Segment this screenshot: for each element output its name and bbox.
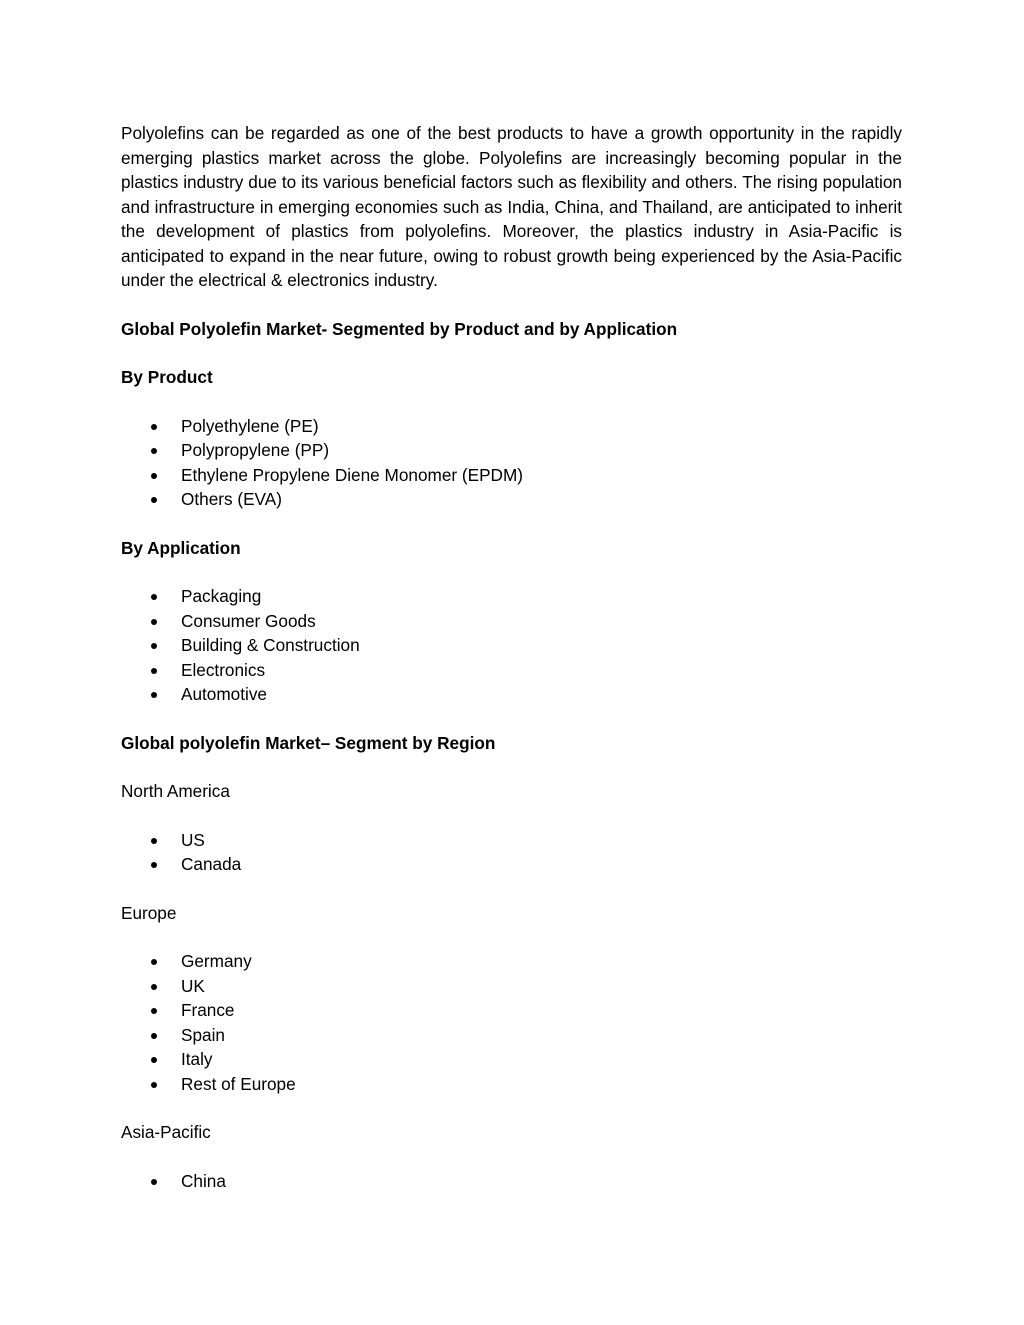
list-item	[121, 438, 902, 463]
region-heading: Global polyolefin Market– Segment by Region	[121, 732, 496, 753]
list-item	[121, 463, 902, 488]
bullet-icon	[151, 692, 157, 698]
north-america-list	[121, 828, 902, 877]
list-item-label: France	[181, 1000, 235, 1020]
list-item-label: Germany	[181, 951, 252, 971]
list-item	[121, 487, 902, 512]
application-list	[121, 584, 902, 707]
bullet-icon	[151, 1057, 157, 1063]
bullet-icon	[151, 619, 157, 625]
list-item-label: US	[181, 829, 205, 850]
list-item	[121, 682, 902, 707]
list-item	[121, 414, 902, 439]
segment-heading: Global Polyolefin Market- Segmented by Product and by Application	[121, 318, 678, 339]
product-list	[121, 414, 902, 512]
by-product-heading: By Product	[121, 367, 213, 387]
list-item	[121, 852, 902, 877]
asia-pacific-list	[121, 1169, 902, 1194]
list-item	[121, 1047, 902, 1072]
europe-list	[121, 949, 902, 1096]
list-item-label: Canada	[181, 854, 242, 874]
list-item-label: Automotive	[181, 684, 267, 704]
list-item-label: Building & Construction	[181, 635, 360, 655]
region-label-north-america: North America	[121, 781, 230, 801]
list-item	[121, 949, 902, 974]
bullet-icon	[151, 1179, 157, 1185]
region-label-asia-pacific: Asia-Pacific	[121, 1122, 211, 1142]
list-item	[121, 584, 902, 609]
list-item	[121, 609, 902, 634]
list-item-label: Polypropylene (PP)	[181, 440, 330, 460]
region-label-europe: Europe	[121, 902, 177, 923]
list-item	[121, 828, 902, 853]
by-application-heading: By Application	[121, 537, 241, 558]
bullet-icon	[151, 668, 157, 674]
list-item-label: Polyethylene (PE)	[181, 415, 319, 436]
bullet-icon	[151, 448, 157, 454]
bullet-icon	[151, 1033, 157, 1039]
bullet-icon	[151, 959, 157, 965]
document-page	[121, 121, 902, 1193]
list-item	[121, 658, 902, 683]
list-item-label: Spain	[181, 1024, 225, 1045]
list-item	[121, 1072, 902, 1097]
list-item	[121, 974, 902, 999]
bullet-icon	[151, 838, 157, 844]
list-item-label: Italy	[181, 1049, 213, 1069]
list-item-label: Packaging	[181, 586, 262, 606]
list-item-label: Others (EVA)	[181, 489, 282, 509]
bullet-icon	[151, 497, 157, 503]
list-item	[121, 1169, 902, 1194]
bullet-icon	[151, 594, 157, 600]
bullet-icon	[151, 424, 157, 430]
bullet-icon	[151, 862, 157, 868]
bullet-icon	[151, 643, 157, 649]
bullet-icon	[151, 984, 157, 990]
list-item-label: Electronics	[181, 659, 266, 680]
intro-paragraph: Polyolefins can be regarded as one of the best products to have a growth opportunity in the rapidly emerging plastics market across the globe. Polyolefins are increasingly becoming popular in the plastics industry due to its various beneficial factors such as flexibility and others. The rising population and infrastructure in emerging economies such as India, China, and Thailand, are anticipated to inherit the development of plastics from polyolefins. Moreover, the plastics industry in Asia-Pacific is anticipated to expand in the near future, owing to robust growth being experienced by the Asia-Pacific under the electrical & electronics industry.	[121, 123, 902, 290]
bullet-icon	[151, 1082, 157, 1088]
list-item	[121, 1023, 902, 1048]
list-item	[121, 998, 902, 1023]
list-item	[121, 633, 902, 658]
list-item-label: UK	[181, 975, 205, 996]
list-item-label: Rest of Europe	[181, 1073, 296, 1094]
list-item-label: Ethylene Propylene Diene Monomer (EPDM)	[181, 464, 523, 485]
list-item-label: China	[181, 1170, 226, 1191]
bullet-icon	[151, 1008, 157, 1014]
bullet-icon	[151, 473, 157, 479]
list-item-label: Consumer Goods	[181, 610, 316, 631]
